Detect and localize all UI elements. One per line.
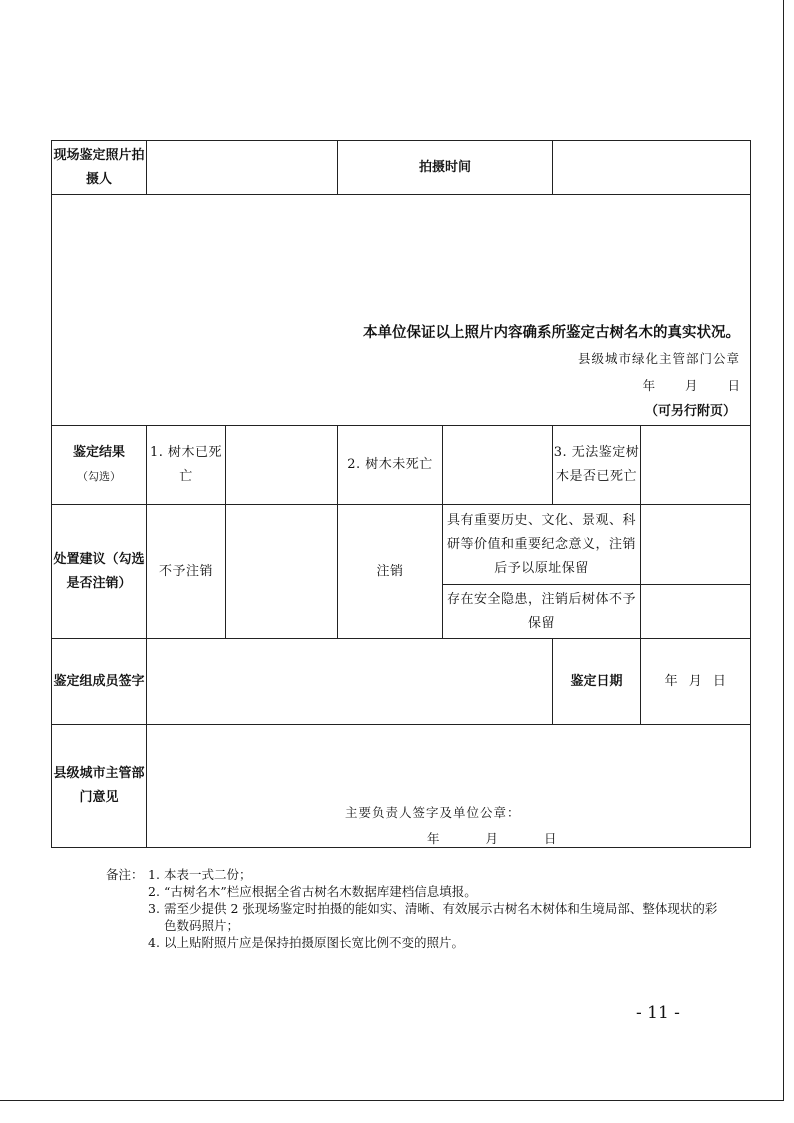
members-label: 鉴定组成员签字 [52,639,147,725]
disposal-cancel-label: 注销 [338,505,443,639]
dept-seal-label: 县级城市绿化主管部门公章 [578,351,741,366]
note-text: 以上贴附照片应是保持拍摄原图长宽比例不变的照片。 [164,935,465,950]
note-text: 本表一式二份； [164,867,252,882]
result-check-dead[interactable] [226,426,338,505]
page-bottom-border [0,1100,784,1101]
appraisal-date-label: 鉴定日期 [553,639,641,725]
result-check-unknown[interactable] [641,426,751,505]
cancel-option-keep-site-check[interactable] [641,505,751,585]
guarantee-text: 本单位保证以上照片内容确系所鉴定古树名木的真实状况。 [363,325,741,341]
result-label: 鉴定结果 [72,445,125,460]
cancel-option-keep-site: 具有重要历史、文化、景观、科研等价值和重要纪念意义，注销后予以原址保留 [443,505,641,585]
opinion-date: 年 月 日 [427,831,557,846]
appraisal-form-table [51,140,751,848]
photo-area[interactable] [52,195,751,426]
attach-note: （可另行附页） [645,404,737,419]
seal-date: 年 月 日 [642,378,741,393]
result-hint: （勾选） [77,470,121,483]
result-label-cell [52,426,147,505]
page-number: - 11 - [636,1003,680,1023]
opinion-label: 县级城市主管部门意见 [52,725,147,848]
note-number: 2. [148,884,160,899]
result-check-alive[interactable] [443,426,553,505]
cancel-option-remove-check[interactable] [641,585,751,639]
note-number: 4. [148,935,160,950]
members-signature-field[interactable] [147,639,553,725]
page-right-border [783,0,784,1100]
sign-label: 主要负责人签字及单位公章： [345,805,521,820]
notes-prefix: 备注： [106,867,144,882]
result-option-dead: 1. 树木已死亡 [147,426,226,505]
photo-time-label: 拍摄时间 [338,141,553,195]
disposal-no-cancel-label: 不予注销 [147,505,226,639]
disposal-label: 处置建议（勾选是否注销） [52,505,147,639]
photographer-field[interactable] [147,141,338,195]
note-text: 需至少提供 2 张现场鉴定时拍摄的能如实、清晰、有效展示古树名木树体和生境局部、整体现状的彩色数码照片； [164,901,718,933]
appraisal-date-value[interactable]: 年 月 日 [641,639,751,725]
note-text: “古树名木”栏应根据全省古树名木数据库建档信息填报。 [164,884,477,899]
note-number: 1. [148,867,160,882]
cancel-option-remove: 存在安全隐患，注销后树体不予保留 [443,585,641,639]
disposal-no-cancel-check[interactable] [226,505,338,639]
opinion-field[interactable] [147,725,751,848]
photo-time-field[interactable] [553,141,751,195]
note-number: 3. [148,901,160,916]
result-option-unknown: 3. 无法鉴定树木是否已死亡 [553,426,641,505]
result-option-alive: 2. 树木未死亡 [338,426,443,505]
photographer-label: 现场鉴定照片拍摄人 [52,141,147,195]
